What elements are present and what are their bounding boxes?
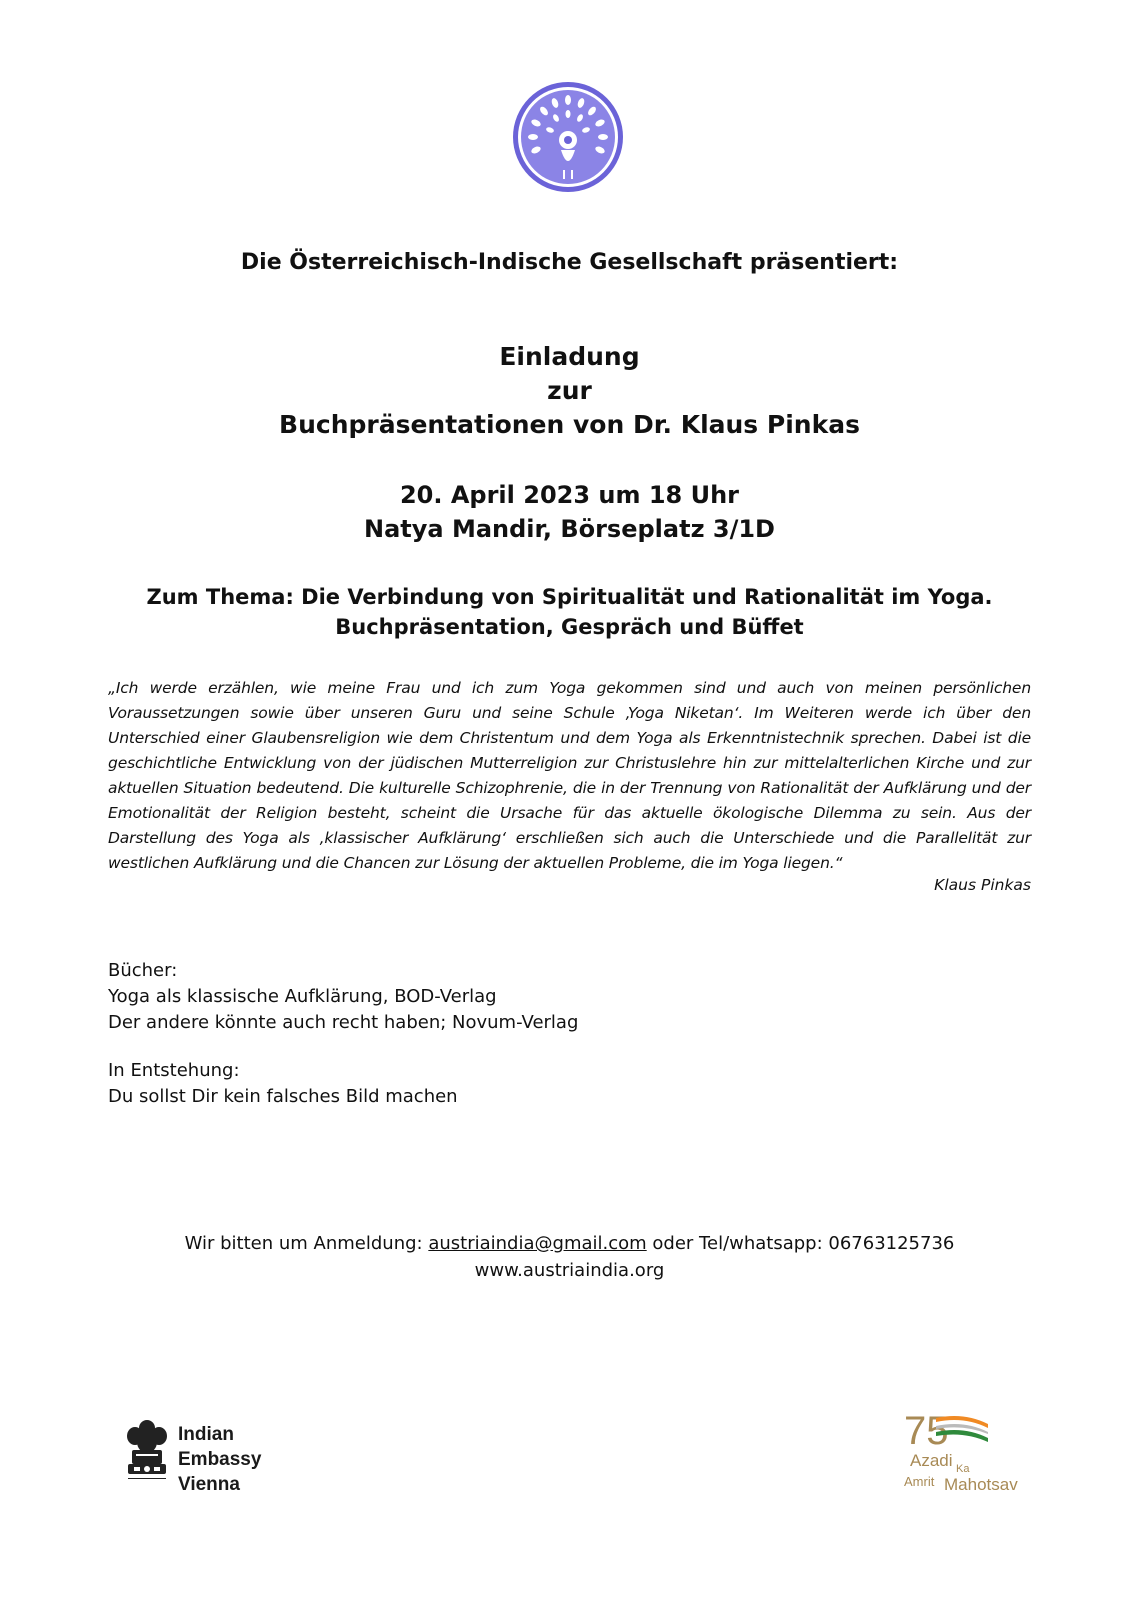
website-link[interactable]: www.austriaindia.org [474, 1260, 665, 1281]
topic-block [0, 582, 1139, 642]
registration-line [0, 1230, 1139, 1257]
books-heading: Bücher: [108, 960, 178, 981]
in-progress-heading: In Entstehung: [108, 1060, 240, 1081]
peacock-seal-icon [511, 80, 625, 194]
embassy-line: Vienna [178, 1474, 240, 1495]
phone-text: oder Tel/whatsapp: 06763125736 [652, 1233, 955, 1254]
akam-number: 75 [904, 1409, 949, 1453]
topic-line: Zum Thema: Die Verbindung von Spiritualität und Rationalität im Yoga. [146, 585, 993, 609]
email-link[interactable]: austriaindia@gmail.com [428, 1233, 647, 1254]
embassy-name [178, 1422, 261, 1497]
event-location: Natya Mandir, Börseplatz 3/1D [364, 515, 775, 543]
registration-prefix: Wir bitten um Anmeldung: [184, 1233, 423, 1254]
in-progress-item: Du sollst Dir kein falsches Bild machen [108, 1086, 458, 1107]
topic-format: Buchpräsentation, Gespräch und Büffet [335, 615, 804, 639]
book-item: Der andere könnte auch recht haben; Novum-Verlag [108, 1012, 579, 1033]
author-quote: „Ich werde erzählen, wie meine Frau und ich zum Yoga gekommen sind und auch von meinen persönlichen Voraussetzungen sowie über unseren Guru und seine Schule ‚Yoga Niketan‘. Im Weiteren werde ich über den Unterschied einer Glaubensreligion wie dem Christentum und dem Yoga als Erkenntnistechnik sprechen. Dabei ist die geschichtliche Entwicklung von der jüdischen Mutterreligion zur Christuslehre hin zur mittelalterlichen Kirche und zur aktuellen Situation bedeutend. Die kulturelle Schizophrenie, die in der Trennung von Rationalität der Aufklärung und der Emotionalität der Religion besteht, scheint die Ursache für das aktuelle ökologische Dilemma zu sein. Aus der Darstellung des Yoga als ‚klassischer Aufklärung‘ erschließen sich auch die Unterschiede und die Parallelität zur westlichen Aufklärung und die Chancen zur Lösung der aktuellen Probleme, die im Yoga liegen.“ [108, 679, 1031, 872]
title-line-zur: zur [547, 376, 592, 405]
akam-word: Mahotsav [944, 1475, 1018, 1494]
ashoka-emblem-icon [124, 1418, 170, 1498]
event-datetime: 20. April 2023 um 18 Uhr [399, 481, 740, 509]
presenter-line: Die Österreichisch-Indische Gesellschaft präsentiert: [240, 250, 899, 275]
book-item: Yoga als klassische Aufklärung, BOD-Verlag [108, 986, 497, 1007]
contact-section [0, 1230, 1139, 1284]
title-block [0, 340, 1139, 442]
event-details [0, 478, 1139, 546]
books-section [108, 958, 578, 1036]
title-line-book-presentation: Buchpräsentationen von Dr. Klaus Pinkas [279, 410, 860, 439]
indian-embassy-logo [124, 1418, 284, 1498]
akam-word: Azadi [910, 1451, 953, 1470]
title-line-invitation: Einladung [499, 342, 640, 371]
azadi-ka-amrit-mahotsav-logo [904, 1404, 1036, 1496]
akam-word: Ka [956, 1463, 970, 1475]
embassy-line: Embassy [178, 1449, 262, 1470]
akam-word: Amrit [904, 1474, 935, 1489]
in-progress-section [108, 1058, 458, 1110]
quote-author: Klaus Pinkas [934, 876, 1031, 894]
embassy-line: Indian [178, 1424, 234, 1445]
